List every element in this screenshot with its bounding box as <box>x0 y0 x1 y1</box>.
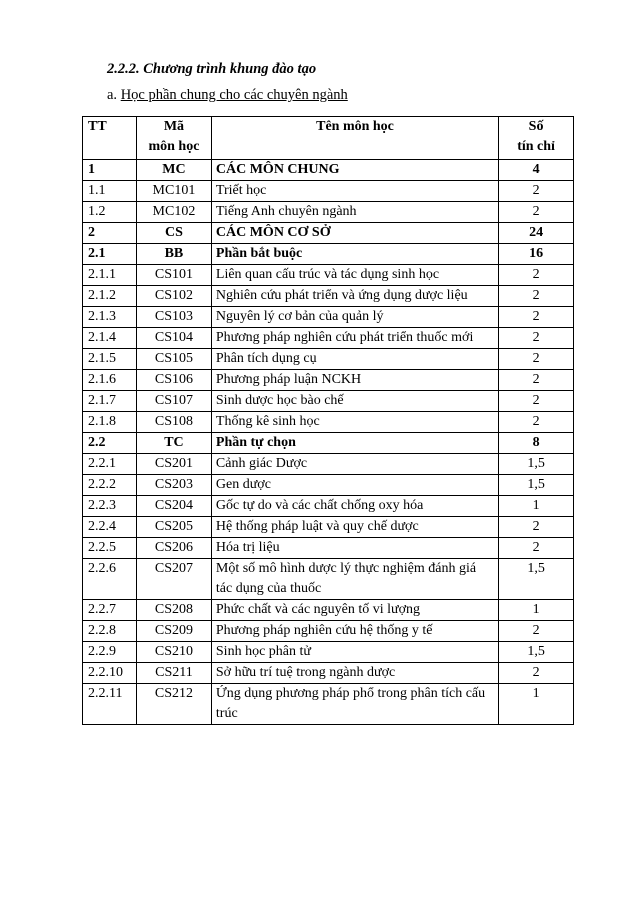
row-code: CS208 <box>136 600 211 621</box>
row-tt: 1.1 <box>83 181 137 202</box>
row-tt: 2.2.6 <box>83 559 137 600</box>
table-header-row <box>83 117 574 160</box>
row-code: CS211 <box>136 663 211 684</box>
row-tt: 2.2.9 <box>83 642 137 663</box>
row-credits: 2 <box>499 370 574 391</box>
row-code: CS205 <box>136 517 211 538</box>
row-credits: 2 <box>499 412 574 433</box>
table-row <box>83 559 574 600</box>
row-tt: 2.2.2 <box>83 475 137 496</box>
row-tt: 2.1.1 <box>83 265 137 286</box>
row-credits: 2 <box>499 307 574 328</box>
row-name: Gen dược <box>211 475 498 496</box>
row-tt: 2.1.8 <box>83 412 137 433</box>
row-tt: 2.1.2 <box>83 286 137 307</box>
row-name: Cảnh giác Dược <box>211 454 498 475</box>
row-credits: 2 <box>499 349 574 370</box>
row-name: Ứng dụng phương pháp phổ trong phân tích cấu trúc <box>211 684 498 725</box>
row-tt: 1 <box>83 160 137 181</box>
subsection-title: Học phần chung cho các chuyên ngành <box>120 87 348 103</box>
row-credits: 1,5 <box>499 475 574 496</box>
row-tt: 2.2.5 <box>83 538 137 559</box>
header-credits-line1: Số <box>528 119 544 134</box>
row-name: Nghiên cứu phát triển và ứng dụng dược liệu <box>211 286 498 307</box>
header-code-line1: Mã <box>163 119 185 134</box>
row-credits: 2 <box>499 328 574 349</box>
row-credits: 1,5 <box>499 559 574 600</box>
header-code-line2: môn học <box>148 139 200 154</box>
table-row <box>83 202 574 223</box>
row-name: Hệ thống pháp luật và quy chế dược <box>211 517 498 538</box>
row-credits: 2 <box>499 663 574 684</box>
row-credits: 24 <box>499 223 574 244</box>
row-code: CS106 <box>136 370 211 391</box>
row-code: MC102 <box>136 202 211 223</box>
table-row <box>83 496 574 517</box>
row-credits: 2 <box>499 265 574 286</box>
table-row <box>83 391 574 412</box>
row-code: CS107 <box>136 391 211 412</box>
table-row <box>83 621 574 642</box>
table-row <box>83 538 574 559</box>
row-tt: 2.2.1 <box>83 454 137 475</box>
row-name: Thống kê sinh học <box>211 412 498 433</box>
table-row <box>83 349 574 370</box>
row-name: Phương pháp nghiên cứu phát triển thuốc mới <box>211 328 498 349</box>
row-credits: 2 <box>499 286 574 307</box>
table-row <box>83 454 574 475</box>
row-code: CS210 <box>136 642 211 663</box>
row-credits: 1,5 <box>499 642 574 663</box>
row-credits: 2 <box>499 538 574 559</box>
row-code: CS103 <box>136 307 211 328</box>
row-tt: 2.1 <box>83 244 137 265</box>
table-row <box>83 433 574 454</box>
row-tt: 2.2.4 <box>83 517 137 538</box>
row-tt: 1.2 <box>83 202 137 223</box>
table-row <box>83 223 574 244</box>
row-code: CS108 <box>136 412 211 433</box>
section-heading: 2.2.2. Chương trình khung đào tạo <box>107 61 317 77</box>
row-code: CS209 <box>136 621 211 642</box>
header-credits <box>499 117 574 160</box>
row-code: CS207 <box>136 559 211 600</box>
row-code: MC101 <box>136 181 211 202</box>
row-tt: 2.1.4 <box>83 328 137 349</box>
row-name: Liên quan cấu trúc và tác dụng sinh học <box>211 265 498 286</box>
row-code: TC <box>136 433 211 454</box>
row-credits: 8 <box>499 433 574 454</box>
table-row <box>83 412 574 433</box>
header-name: Tên môn học <box>211 117 498 160</box>
row-name: Phương pháp nghiên cứu hệ thống y tế <box>211 621 498 642</box>
table-row <box>83 642 574 663</box>
row-name: Gốc tự do và các chất chống oxy hóa <box>211 496 498 517</box>
table-row <box>83 286 574 307</box>
table-row <box>83 517 574 538</box>
row-code: CS206 <box>136 538 211 559</box>
table-row <box>83 181 574 202</box>
table-row <box>83 307 574 328</box>
table-row <box>83 328 574 349</box>
row-name: Phần tự chọn <box>211 433 498 454</box>
row-tt: 2.2.7 <box>83 600 137 621</box>
row-name: Phần bắt buộc <box>211 244 498 265</box>
row-code: CS203 <box>136 475 211 496</box>
row-name: Nguyên lý cơ bản của quản lý <box>211 307 498 328</box>
row-name: Phức chất và các nguyên tố vi lượng <box>211 600 498 621</box>
row-credits: 1 <box>499 600 574 621</box>
row-name: Một số mô hình dược lý thực nghiệm đánh giá tác dụng của thuốc <box>211 559 498 600</box>
row-name: Tiếng Anh chuyên ngành <box>211 202 498 223</box>
row-tt: 2.1.6 <box>83 370 137 391</box>
row-credits: 2 <box>499 202 574 223</box>
row-tt: 2.2 <box>83 433 137 454</box>
table-row <box>83 475 574 496</box>
table-row <box>83 265 574 286</box>
row-tt: 2.1.7 <box>83 391 137 412</box>
header-credits-line2: tín chỉ <box>517 139 555 154</box>
row-credits: 1,5 <box>499 454 574 475</box>
row-credits: 1 <box>499 496 574 517</box>
header-code <box>136 117 211 160</box>
row-code: BB <box>136 244 211 265</box>
row-tt: 2.1.5 <box>83 349 137 370</box>
row-tt: 2.2.3 <box>83 496 137 517</box>
row-code: CS204 <box>136 496 211 517</box>
table-row <box>83 370 574 391</box>
row-credits: 2 <box>499 391 574 412</box>
row-tt: 2.2.8 <box>83 621 137 642</box>
row-code: CS <box>136 223 211 244</box>
row-credits: 1 <box>499 684 574 725</box>
row-name: CÁC MÔN CƠ SỞ <box>211 223 498 244</box>
table-row <box>83 244 574 265</box>
row-credits: 4 <box>499 160 574 181</box>
table-row <box>83 160 574 181</box>
table-row <box>83 684 574 725</box>
row-name: Sở hữu trí tuệ trong ngành dược <box>211 663 498 684</box>
curriculum-table <box>82 116 574 725</box>
row-tt: 2 <box>83 223 137 244</box>
row-credits: 2 <box>499 621 574 642</box>
row-name: Hóa trị liệu <box>211 538 498 559</box>
header-tt: TT <box>83 117 137 160</box>
row-name: CÁC MÔN CHUNG <box>211 160 498 181</box>
table-row <box>83 663 574 684</box>
subsection-heading <box>107 87 348 104</box>
row-tt: 2.2.11 <box>83 684 137 725</box>
row-credits: 16 <box>499 244 574 265</box>
row-code: CS212 <box>136 684 211 725</box>
row-credits: 2 <box>499 181 574 202</box>
row-credits: 2 <box>499 517 574 538</box>
row-code: CS105 <box>136 349 211 370</box>
row-tt: 2.1.3 <box>83 307 137 328</box>
table-row <box>83 600 574 621</box>
row-code: CS101 <box>136 265 211 286</box>
row-tt: 2.2.10 <box>83 663 137 684</box>
row-code: CS102 <box>136 286 211 307</box>
subsection-prefix: a. <box>107 87 121 103</box>
row-code: CS104 <box>136 328 211 349</box>
row-code: CS201 <box>136 454 211 475</box>
row-name: Phương pháp luận NCKH <box>211 370 498 391</box>
row-name: Triết học <box>211 181 498 202</box>
row-code: MC <box>136 160 211 181</box>
row-name: Sinh dược học bào chế <box>211 391 498 412</box>
row-name: Sinh học phân tử <box>211 642 498 663</box>
row-name: Phân tích dụng cụ <box>211 349 498 370</box>
